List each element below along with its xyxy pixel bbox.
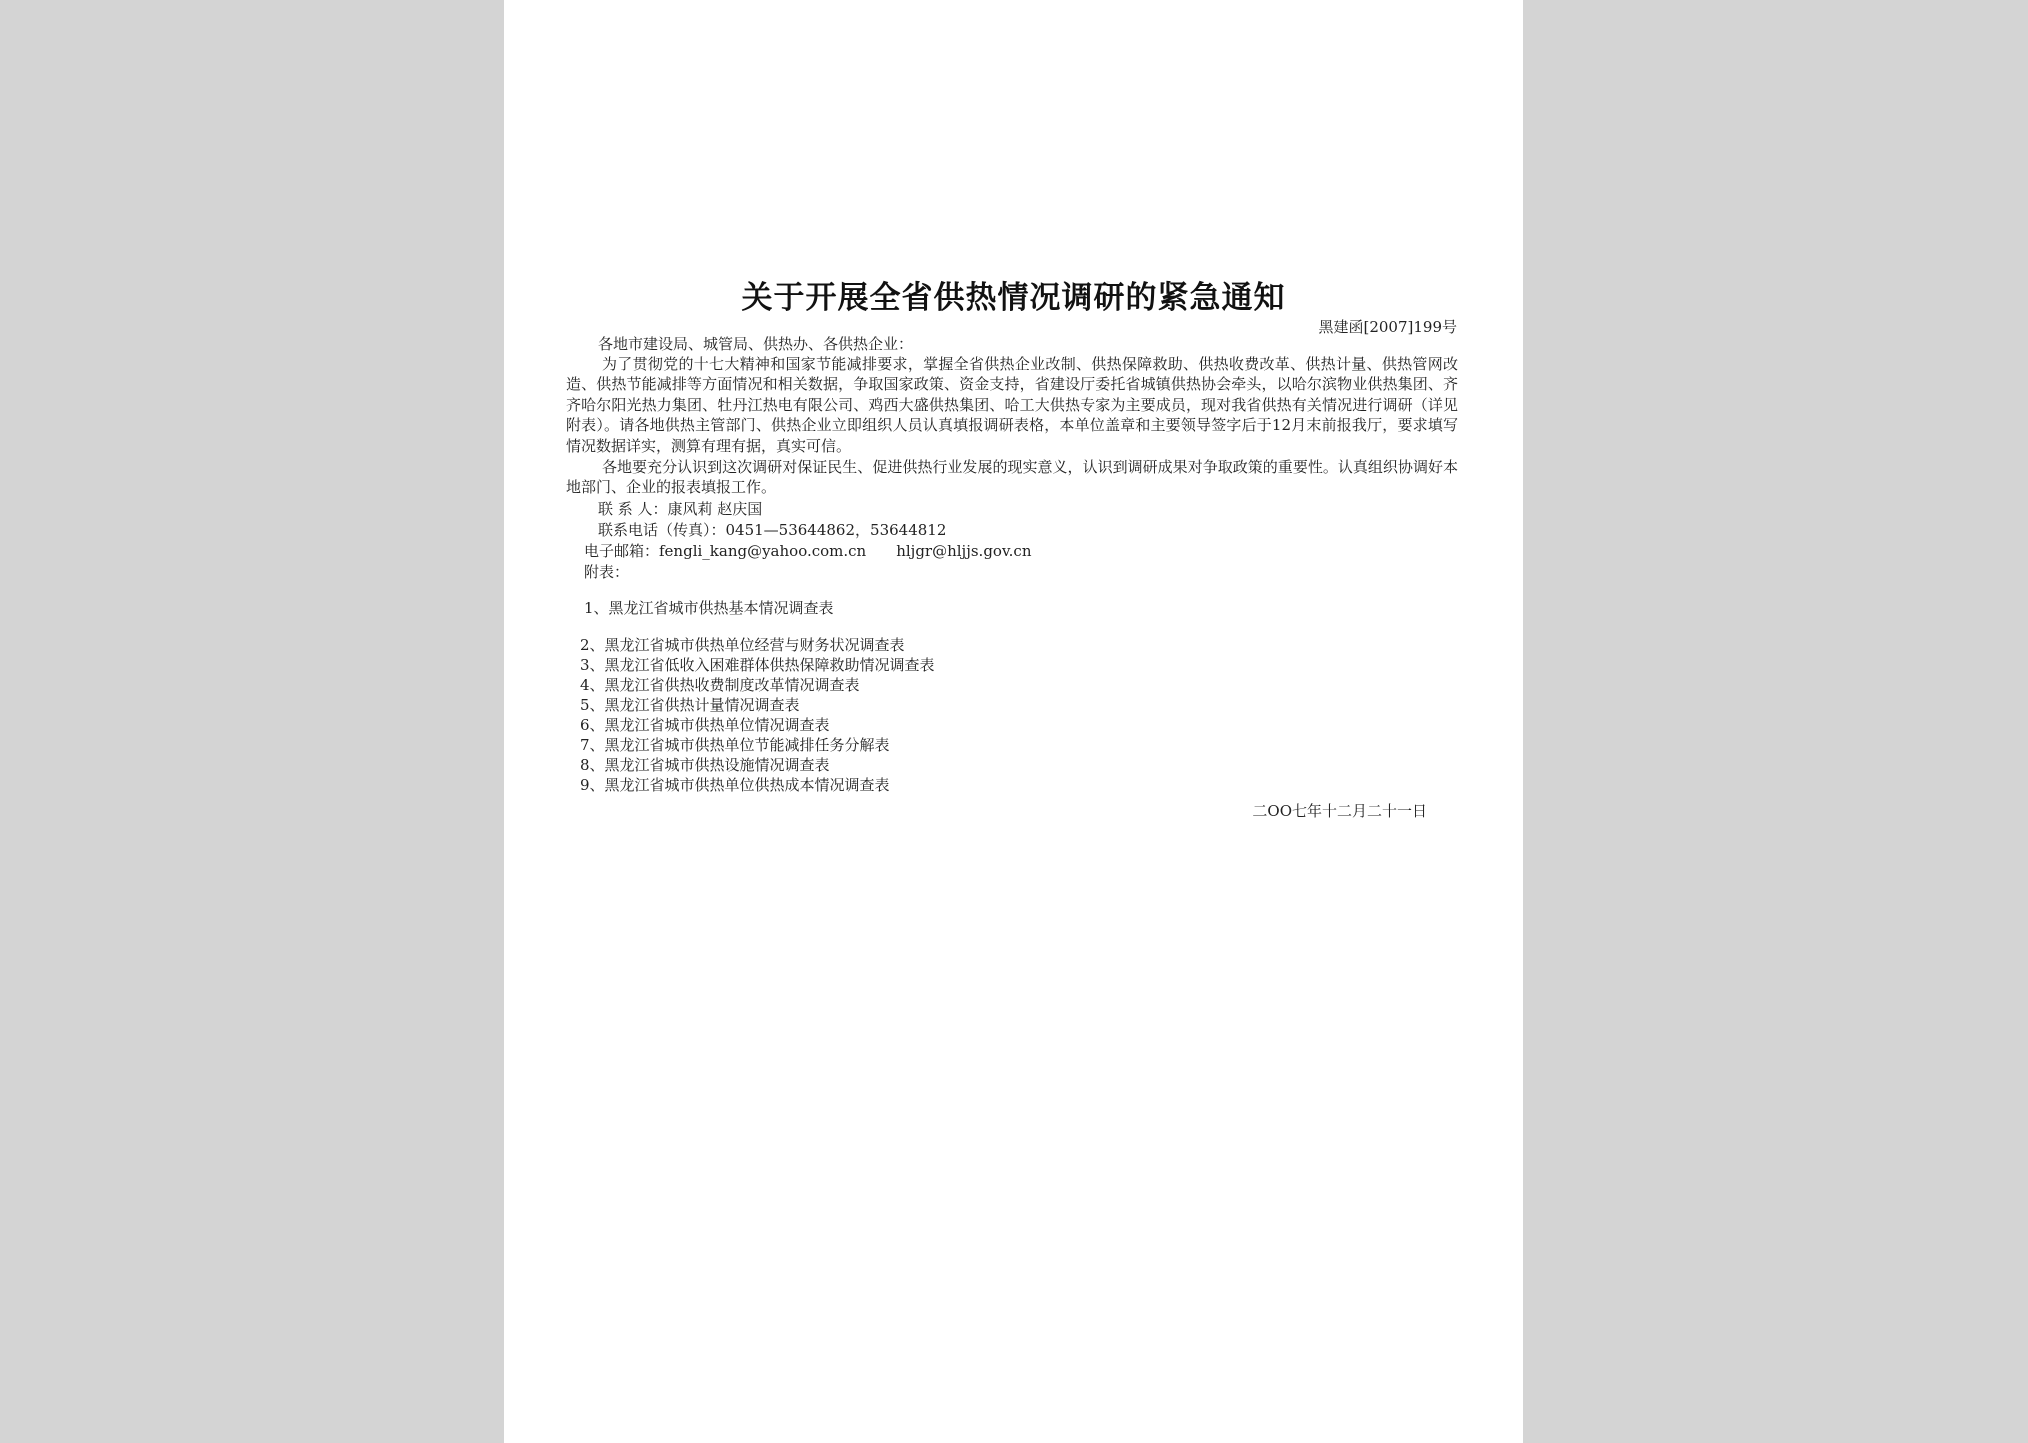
- attachment-item: 4、黑龙江省供热收费制度改革情况调查表: [580, 676, 860, 694]
- attachment-item: 8、黑龙江省城市供热设施情况调查表: [580, 756, 830, 774]
- attachment-item: 5、黑龙江省供热计量情况调查表: [580, 696, 800, 714]
- attachment-item: 3、黑龙江省低收入困难群体供热保障救助情况调查表: [580, 656, 935, 674]
- attachment-item: 2、黑龙江省城市供热单位经营与财务状况调查表: [580, 636, 905, 654]
- document-page: [504, 0, 1523, 1443]
- attachment-list: [580, 635, 935, 795]
- attachment-item: 1、黑龙江省城市供热基本情况调查表: [584, 599, 834, 617]
- contact-email: 电子邮箱：fengli_kang@yahoo.com.cn hljgr@hljjs.gov.cn: [584, 542, 1032, 560]
- document-date: 二OO七年十二月二十一日: [1252, 802, 1427, 820]
- document-title: 关于开展全省供热情况调研的紧急通知: [741, 280, 1286, 316]
- contact-person: 联 系 人：康风莉 赵庆国: [598, 500, 763, 518]
- recipients-line: 各地市建设局、城管局、供热办、各供热企业：: [598, 335, 914, 353]
- attachment-item: 6、黑龙江省城市供热单位情况调查表: [580, 716, 830, 734]
- attachment-item: 9、黑龙江省城市供热单位供热成本情况调查表: [580, 776, 890, 794]
- paragraph-1: 为了贯彻党的十七大精神和国家节能减排要求，掌握全省供热企业改制、供热保障救助、供热收费改革、供热计量、供热管网改造、供热节能减排等方面情况和相关数据，争取国家政策、资金支持，省建设厅委托省城镇供热协会牵头，以哈尔滨物业供热集团、齐齐哈尔阳光热力集团、牡丹江热电有限公司、鸡西大盛供热集团、哈工大供热专家为主要成员，现对我省供热有关情况进行调研（详见附表）。请各地供热主管部门、供热企业立即组织人员认真填报调研表格，本单位盖章和主要领导签字后于12月末前报我厅，要求填写情况数据详实，测算有理有据，真实可信。: [566, 355, 1458, 455]
- document-number: 黑建函[2007]199号: [1318, 318, 1457, 336]
- attachments-label: 附表：: [584, 563, 630, 581]
- paragraph-2: 各地要充分认识到这次调研对保证民生、促进供热行业发展的现实意义，认识到调研成果对争取政策的重要性。认真组织协调好本地部门、企业的报表填报工作。: [566, 458, 1458, 497]
- attachment-list-first: [580, 598, 834, 618]
- attachment-item: 7、黑龙江省城市供热单位节能减排任务分解表: [580, 736, 890, 754]
- contact-phone: 联系电话（传真）：0451—53644862，53644812: [598, 521, 947, 539]
